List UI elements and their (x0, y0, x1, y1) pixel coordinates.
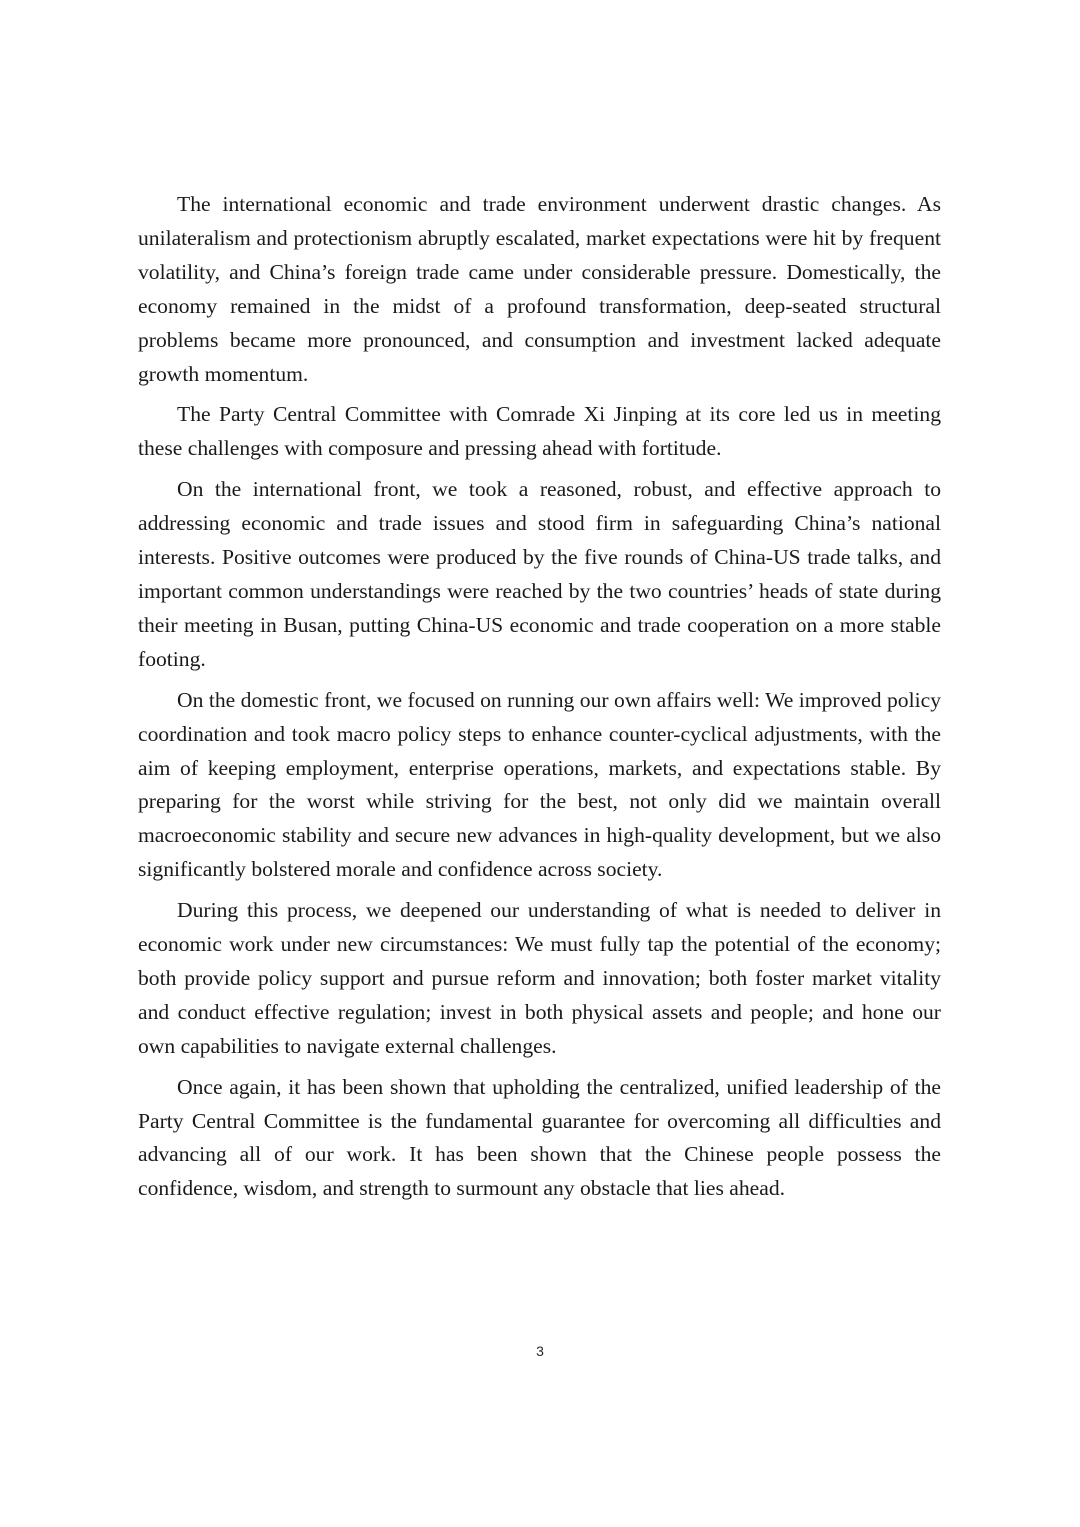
paragraph-understanding: During this process, we deepened our understanding of what is needed to deliver in economic work under new circumstances: We must fully tap the potential of the economy; both provide policy support and pursue reform and innovation; both foster market vitality and conduct effective regulation; invest in both physical assets and people; and hone our own capabilities to navigate external challenges. (138, 898, 941, 1058)
document-body (138, 188, 941, 1213)
paragraph-party-leadership: The Party Central Committee with Comrade Xi Jinping at its core led us in meeting these challenges with composure and pressing ahead with fortitude. (138, 402, 941, 461)
paragraph-trade-environment: The international economic and trade environment underwent drastic changes. As unilateralism and protectionism abruptly escalated, market expectations were hit by frequent volatility, and China’s foreign trade came under considerable pressure. Domestically, the economy remained in the midst of a profound transformation, deep-seated structural problems became more pronounced, and consumption and investment lacked adequate growth momentum. (138, 192, 941, 386)
paragraph-domestic-front: On the domestic front, we focused on running our own affairs well: We improved policy coordination and took macro policy steps to enhance counter-cyclical adjustments, with the aim of keeping employment, enterprise operations, markets, and expectations stable. By preparing for the worst while striving for the best, not only did we maintain overall macroeconomic stability and secure new advances in high-quality development, but we also significantly bolstered morale and confidence across society. (138, 687, 941, 882)
paragraph-conclusion: Once again, it has been shown that upholding the centralized, unified leadership of the Party Central Committee is the fundamental guarantee for overcoming all difficulties and advancing all of our work. It has been shown that the Chinese people possess the confidence, wisdom, and strength to surmount any obstacle that lies ahead. (138, 1074, 941, 1201)
page-number: 3 (536, 1343, 544, 1359)
paragraph-international-front: On the international front, we took a reasoned, robust, and effective approach to addressing economic and trade issues and stood firm in safeguarding China’s national interests. Positive outcomes were produced by the five rounds of China-US trade talks, and important common understandings were reached by the two countries’ heads of state during their meeting in Busan, putting China-US economic and trade cooperation on a more stable footing. (138, 477, 941, 671)
